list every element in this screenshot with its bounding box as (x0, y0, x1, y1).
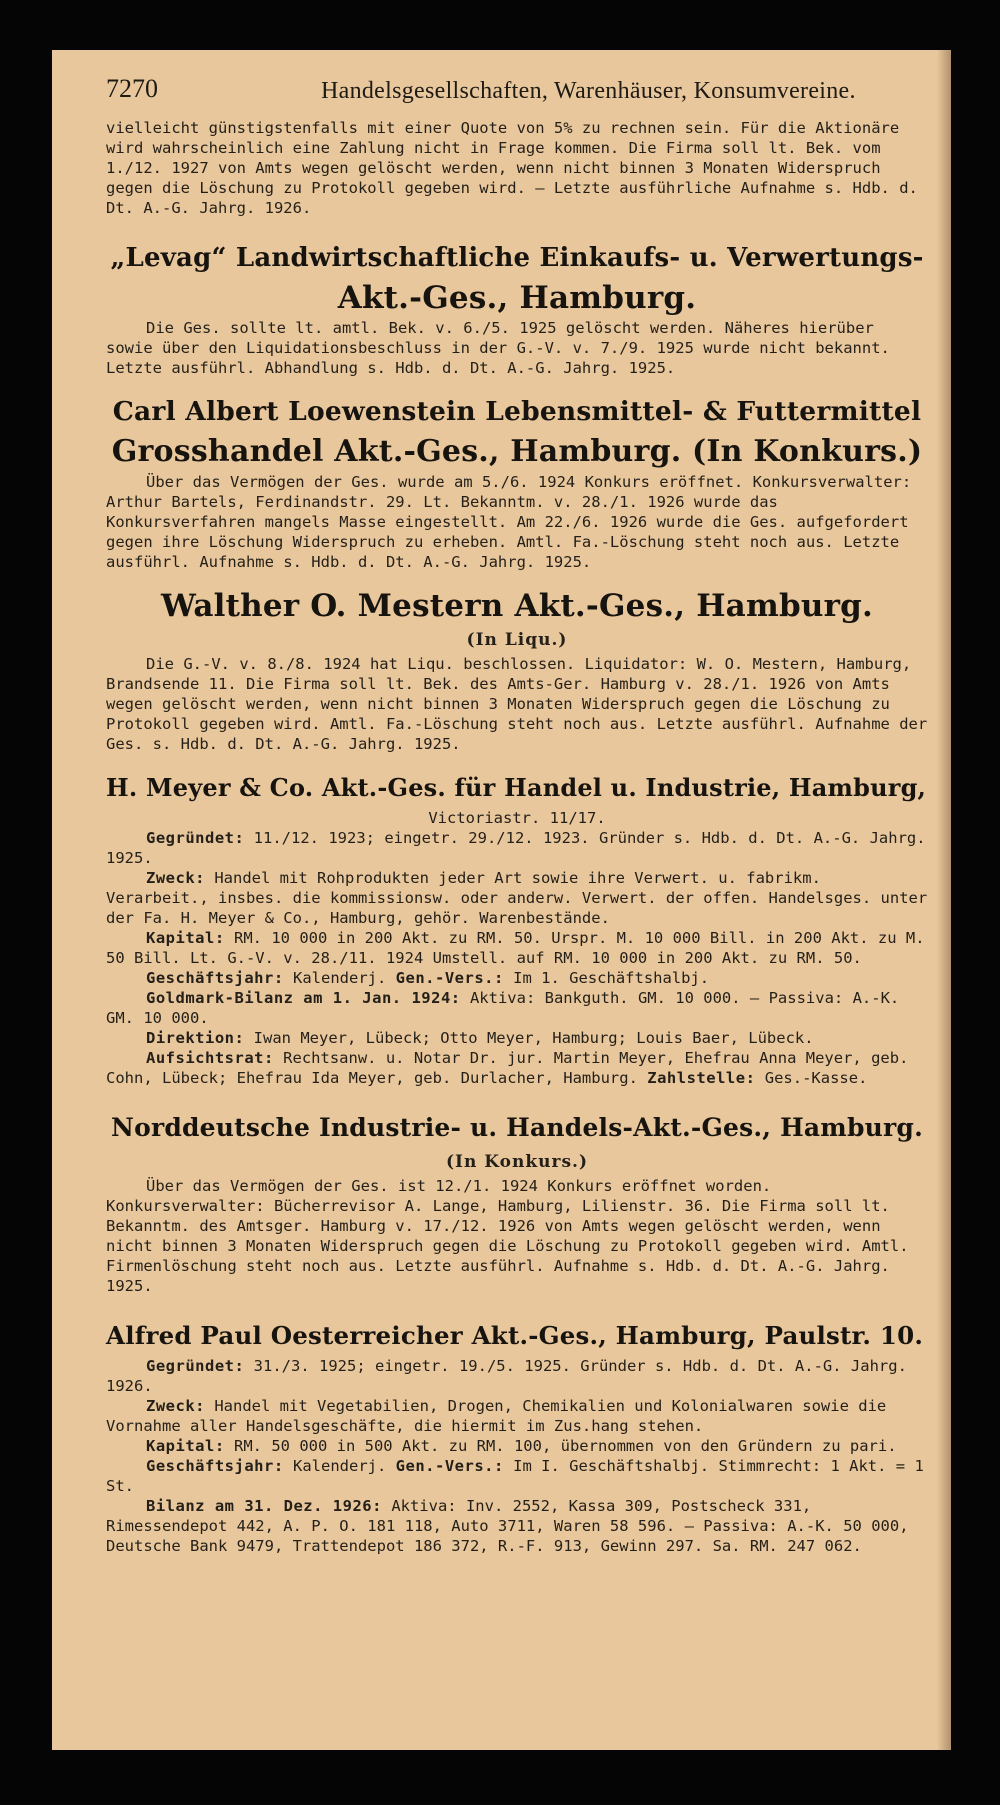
oesterreicher-genvers-value: Im I. Geschäftshalbj. Stimmrecht: 1 Akt. = 1 St. (106, 1457, 924, 1495)
meyer-bilanz (106, 988, 928, 1028)
meyer-bilanz-value: Aktiva: Bankguth. GM. 10 000. — Passiva: A.-K. GM. 10 000. (106, 989, 900, 1027)
levag-title-line2: Akt.-Ges., Hamburg. (337, 280, 697, 316)
meyer-zweck-value: Handel mit Rohprodukten jeder Art sowie ihre Verwert. u. fabrikm. Verarbeit., insbes. die kommissionsw. oder anderw. Verwert. der offen. Handelsges. unter der Fa. H. Meyer & Co., Hamburg, gehör. Warenbestände. (106, 869, 928, 927)
meyer-title: H. Meyer & Co. Akt.-Ges. für Handel u. Industrie, Hamburg, (106, 773, 927, 802)
meyer-aufsichtsrat-value: Rechtsanw. u. Notar Dr. jur. Martin Meyer, Ehefrau Anna Meyer, geb. Cohn, Lübeck; Ehefrau Ida Meyer, geb. Durlacher, Hamburg. (106, 1049, 909, 1087)
levag-paragraph: Die Ges. sollte lt. amtl. Bek. v. 6./5. 1925 gelöscht werden. Näheres hierüber sowie über den Liquidationsbeschluss in der G.-V. v. 7./9. 1925 wurde nicht bekannt. Letzte ausführl. Abhandlung s. Hdb. d. Dt. A.-G. Jahrg. 1925. (106, 319, 890, 377)
oesterreicher-gegruendet-value: 31./3. 1925; eingetr. 19./5. 1925. Gründer s. Hdb. d. Dt. A.-G. Jahrg. 1926. (106, 1357, 907, 1395)
oesterreicher-bilanz-value: Aktiva: Inv. 2552, Kassa 309, Postscheck 331, Rimessendepot 442, A. P. O. 181 118, Auto 3711, Waren 58 596. — Passiva: A.-K. 50 000, Deutsche Bank 9479, Trattendepot 186 372, R.-F. 913, Gewinn 297. Sa. RM. 247 062. (106, 1497, 909, 1555)
meyer-aufsichtsrat-label: Aufsichtsrat: (146, 1049, 274, 1067)
intro-paragraph: vielleicht günstigstenfalls mit einer Quote von 5% zu rechnen sein. Für die Aktionäre wird wahrscheinlich eine Zahlung nicht in Frage kommen. Die Firma soll lt. Bek. vom 1./12. 1927 von Amts wegen gelöscht werden, wenn nicht binnen 3 Monaten Widerspruch gegen die Löschung zu Protokoll gegeben wird. — Letzte ausführliche Aufnahme s. Hdb. d. Dt. A.-G. Jahrg. 1926. (106, 119, 918, 217)
meyer-direktion-label: Direktion: (146, 1029, 245, 1047)
oesterreicher-zweck-value: Handel mit Vegetabilien, Drogen, Chemikalien und Kolonialwaren sowie die Vornahme aller Handelsgeschäfte, die hiermit im Zus.hang stehen. (106, 1397, 887, 1435)
document-page (52, 50, 951, 1750)
meyer-direktion-value: Iwan Meyer, Lübeck; Otto Meyer, Hamburg; Louis Baer, Lübeck. (253, 1029, 814, 1047)
oesterreicher-gegruendet-label: Gegründet: (146, 1357, 245, 1375)
mestern-paragraph: Die G.-V. v. 8./8. 1924 hat Liqu. beschlossen. Liquidator: W. O. Mestern, Hamburg, Brandsende 11. Die Firma soll lt. Bek. des Amts-Ger. Hamburg v. 28./1. 1926 von Amts wegen gelöscht werden, wenn nicht binnen 3 Monaten Widerspruch gegen die Löschung zu Protokoll gegeben wird. Amtl. Fa.-Löschung steht noch aus. Letzte ausführl. Aufnahme der Ges. s. Hdb. d. Dt. A.-G. Jahrg. 1925. (106, 655, 928, 753)
meyer-geschaeftsjahr-label: Geschäftsjahr: (146, 969, 284, 987)
levag-title-line1: „Levag“ Landwirtschaftliche Einkaufs- u. Verwertungs- (110, 243, 924, 273)
oesterreicher-gegruendet (106, 1356, 928, 1396)
norddeutsche-title: Norddeutsche Industrie- u. Handels-Akt.-Ges., Hamburg. (111, 1113, 923, 1142)
oesterreicher-geschaeftsjahr-value: Kalenderj. (293, 1457, 387, 1475)
page-content (106, 118, 928, 1556)
oesterreicher-bilanz (106, 1496, 928, 1556)
meyer-gegruendet-label: Gegründet: (146, 829, 245, 847)
meyer-zahlstelle-label: Zahlstelle: (647, 1069, 756, 1087)
meyer-gegruendet (106, 828, 928, 868)
meyer-zweck-label: Zweck: (146, 869, 205, 887)
oesterreicher-geschaeftsjahr-label: Geschäftsjahr: (146, 1457, 284, 1475)
meyer-gegruendet-value: 11./12. 1923; eingetr. 29./12. 1923. Gründer s. Hdb. d. Dt. A.-G. Jahrg. 1925. (106, 829, 926, 867)
oesterreicher-kapital (106, 1436, 928, 1456)
meyer-geschaeftsjahr (106, 968, 928, 988)
meyer-genvers-label: Gen.-Vers.: (395, 969, 504, 987)
meyer-kapital-label: Kapital: (146, 929, 225, 947)
mestern-status: (In Liqu.) (466, 630, 568, 650)
meyer-genvers-value: Im 1. Geschäftshalbj. (513, 969, 710, 987)
meyer-kapital (106, 928, 928, 968)
meyer-direktion (106, 1028, 928, 1048)
oesterreicher-zweck (106, 1396, 928, 1436)
running-title: Handelsgesellschaften, Warenhäuser, Konsumvereine. (321, 78, 856, 104)
norddeutsche-status: (In Konkurs.) (445, 1152, 588, 1172)
mestern-title: Walther O. Mestern Akt.-Ges., Hamburg. (161, 588, 873, 624)
loewenstein-paragraph: Über das Vermögen der Ges. wurde am 5./6. 1924 Konkurs eröffnet. Konkursverwalter: Arthur Bartels, Ferdinandstr. 29. Lt. Bekanntm. v. 28./1. 1926 wurde das Konkursverfahren mangels Masse eingestellt. Am 22./6. 1926 wurde die Ges. aufgefordert gegen ihre Löschung Widerspruch zu erheben. Amtl. Fa.-Löschung steht noch aus. Letzte ausführl. Aufnahme s. Hdb. d. Dt. A.-G. Jahrg. 1925. (106, 473, 912, 571)
meyer-aufsichtsrat (106, 1048, 928, 1088)
meyer-geschaeftsjahr-value: Kalenderj. (293, 969, 387, 987)
meyer-zweck (106, 868, 928, 928)
loewenstein-title-line2: Grosshandel Akt.-Ges., Hamburg. (In Konkurs.) (111, 434, 923, 469)
oesterreicher-bilanz-label: Bilanz am 31. Dez. 1926: (146, 1497, 382, 1515)
meyer-zahlstelle-value: Ges.-Kasse. (764, 1069, 868, 1087)
oesterreicher-zweck-label: Zweck: (146, 1397, 205, 1415)
oesterreicher-kapital-value: RM. 50 000 in 500 Akt. zu RM. 100, übernommen von den Gründern zu pari. (234, 1437, 897, 1455)
oesterreicher-genvers-label: Gen.-Vers.: (395, 1457, 504, 1475)
oesterreicher-geschaeftsjahr (106, 1456, 928, 1496)
norddeutsche-paragraph: Über das Vermögen der Ges. ist 12./1. 1924 Konkurs eröffnet worden. Konkursverwalter: Bücherrevisor A. Lange, Hamburg, Lilienstr. 36. Die Firma soll lt. Bekanntm. des Amtsger. Hamburg v. 17./12. 1926 von Amts wegen gelöscht werden, wenn nicht binnen 3 Monaten Widerspruch gegen die Löschung zu Protokoll gegeben wird. Amtl. Firmenlöschung steht noch aus. Letzte ausführl. Aufnahme s. Hdb. d. Dt. A.-G. Jahrg. 1925. (106, 1177, 909, 1295)
meyer-bilanz-label: Goldmark-Bilanz am 1. Jan. 1924: (146, 989, 461, 1007)
meyer-address: Victoriastr. 11/17. (428, 809, 606, 827)
loewenstein-title-line1: Carl Albert Loewenstein Lebensmittel- & Futtermittel (112, 396, 922, 427)
oesterreicher-kapital-label: Kapital: (146, 1437, 225, 1455)
page-number: 7270 (106, 74, 158, 103)
oesterreicher-title: Alfred Paul Oesterreicher Akt.-Ges., Hamburg, Paulstr. 10. (106, 1321, 924, 1350)
meyer-kapital-value: RM. 10 000 in 200 Akt. zu RM. 50. Urspr. M. 10 000 Bill. in 200 Akt. zu M. 50 Bill. Lt. G.-V. v. 28./11. 1924 Umstell. auf RM. 10 000 in 200 Akt. zu RM. 50. (106, 929, 925, 967)
